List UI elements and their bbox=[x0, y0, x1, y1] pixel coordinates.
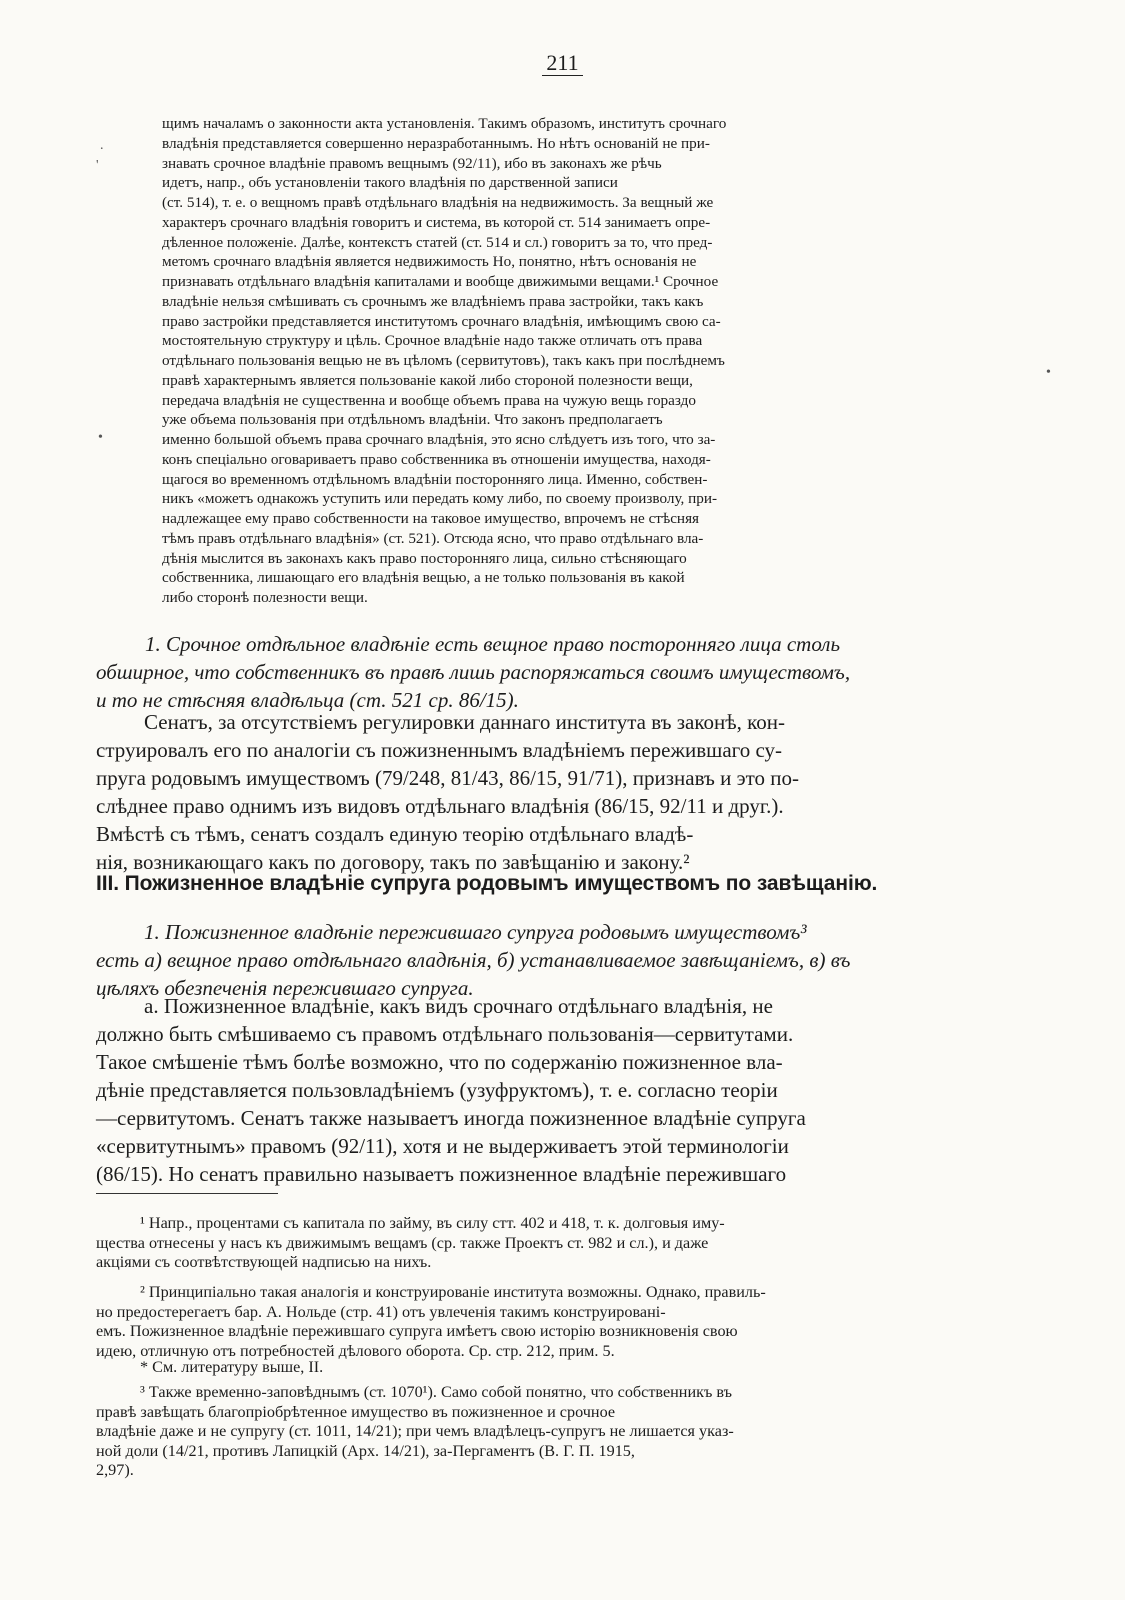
italic-thesis-paragraph bbox=[96, 630, 995, 714]
text-line: идею, отличную отъ потребностей дѣлового оборота. Ср. стр. 212, прим. 5. bbox=[96, 1341, 615, 1360]
text-line: 1. Срочное отдѣльное владѣніе есть вещное право посторонняго лица столь bbox=[145, 632, 841, 656]
footnote-star bbox=[96, 1358, 986, 1378]
text-line: дѣнія мыслится въ законахъ какъ право посторонняго лица, сильно стѣсняющаго bbox=[162, 549, 687, 567]
text-line: конъ спеціально оговариваетъ право собственника въ отношеніи имущества, находя- bbox=[162, 450, 711, 468]
text-line: надлежащее ему право собственности на таковое имущество, впрочемъ не стѣсняя bbox=[162, 510, 700, 527]
text-line: —сервитутомъ. Сенатъ также называетъ иногда пожизненное владѣніе супруга bbox=[96, 1106, 806, 1130]
text-line: тѣмъ правъ отдѣльнаго владѣнія» (ст. 521). Отсюда ясно, что право отдѣльнаго вла- bbox=[162, 529, 704, 547]
text-line: мостоятельную структуру и цѣль. Срочное владѣніе надо также отличать отъ права bbox=[162, 332, 703, 350]
text-line: дѣленное положеніе. Далѣе, контекстъ статей (ст. 514 и сл.) говоритъ за то, что пред- bbox=[162, 233, 713, 251]
point-a-paragraph bbox=[96, 992, 994, 1188]
margin-dot: . bbox=[100, 138, 104, 153]
text-line: никъ «можетъ однакожъ уступить или передать кому либо, по своему произволу, при- bbox=[162, 490, 718, 508]
text-line: Сенатъ, за отсутствіемъ регулировки даннаго института въ законѣ, кон- bbox=[144, 710, 785, 734]
text-line: дѣніе представляется пользовладѣніемъ (узуфруктомъ), т. е. согласно теоріи bbox=[96, 1078, 778, 1102]
margin-bullet: • bbox=[98, 430, 103, 445]
text-line: характеръ срочнаго владѣнія говоритъ и система, въ которой ст. 514 занимаетъ опре- bbox=[162, 213, 711, 231]
text-line: и то не стѣсняя владѣльца (ст. 521 ср. 86/15). bbox=[96, 688, 519, 712]
text-line: владѣніе даже и не супругу (ст. 1011, 14/21); при чемъ владѣлецъ-супругъ не лишается указ- bbox=[96, 1422, 734, 1440]
text-line: (86/15). Но сенатъ правильно называетъ пожизненное владѣніе пережившаго bbox=[96, 1162, 787, 1186]
text-line: (ст. 514), т. е. о вещномъ правѣ отдѣльнаго владѣнія на недвижимость. За вещный же bbox=[162, 194, 714, 211]
text-line: 2,97). bbox=[96, 1461, 134, 1479]
text-line: емъ. Пожизненное владѣніе пережившаго супруга имѣетъ свою исторію возникновенія свою bbox=[96, 1322, 738, 1340]
text-line: должно быть смѣшиваемо съ правомъ отдѣльнаго пользованія—сервитутами. bbox=[96, 1022, 794, 1046]
text-line: обширное, что собственникъ въ правѣ лишь распоряжаться своимъ имуществомъ, bbox=[96, 660, 851, 684]
text-line: «сервитутнымъ» правомъ (92/11), хотя и не выдерживаетъ этой терминологіи bbox=[96, 1134, 789, 1158]
text-line: цѣляхъ обезпеченія пережившаго супруга. bbox=[96, 976, 474, 1000]
text-line: щества отнесены у насъ къ движимымъ вещамъ (ср. также Проектъ ст. 982 и сл.), и даже bbox=[96, 1233, 709, 1252]
text-line: передача владѣнія не существенна и вообще объемъ права на чужую вещь гораздо bbox=[162, 391, 696, 409]
text-line: ² Принципіально такая аналогія и конструированіе института возможны. Однако, правиль- bbox=[140, 1283, 766, 1301]
margin-tick: ' bbox=[96, 158, 99, 173]
text-line: право застройки представляется институтомъ срочнаго владѣнія, имѣющимъ свою са- bbox=[162, 312, 721, 330]
text-line: но предостерегаетъ бар. А. Нольде (стр. 41) отъ увлеченія такимъ конструированi- bbox=[96, 1302, 666, 1321]
text-line: щимъ началамъ о законности акта установленія. Такимъ образомъ, институтъ срочнаго bbox=[162, 115, 727, 132]
footnote-2 bbox=[96, 1283, 986, 1361]
text-line: владѣніе нельзя смѣшивать съ срочнымъ же владѣніемъ права застройки, такъ какъ bbox=[162, 292, 704, 310]
text-line: либо сторонѣ полезности вещи. bbox=[162, 589, 368, 606]
page-number: 211 bbox=[0, 50, 1125, 76]
text-line: отдѣльнаго пользованія вещью не въ цѣломъ (сервитутовъ), такъ какъ при послѣднемъ bbox=[162, 352, 725, 369]
text-line: есть а) вещное право отдѣльнаго владѣнія, б) устанавливаемое завѣщаніемъ, в) въ bbox=[96, 948, 851, 972]
footnote-3 bbox=[96, 1383, 986, 1481]
text-line: идетъ, напр., объ установленіи такого владѣнія по дарственной записи bbox=[162, 174, 618, 192]
senat-paragraph bbox=[96, 708, 994, 876]
text-line: уже объема пользованія при отдѣльномъ владѣніи. Что законъ предполагаетъ bbox=[162, 411, 663, 429]
text-line: 1. Пожизненное владѣніе пережившаго супруга родовымъ имуществомъ³ bbox=[144, 920, 807, 944]
text-line: именно большой объемъ права срочнаго владѣнія, это ясно слѣдуетъ изъ того, что за- bbox=[162, 431, 716, 448]
text-line: собственника, лишающаго его владѣнія вещью, а не только пользованія въ какой bbox=[162, 569, 685, 587]
text-line: правѣ характернымъ является пользованіе какой либо стороной полезности вещи, bbox=[162, 371, 693, 389]
text-line: пруга родовымъ имуществомъ (79/248, 81/43, 86/15, 91/71), признавъ и это по- bbox=[96, 766, 799, 790]
text-line: правѣ завѣщать благопріобрѣтенное имущество въ пожизненное и срочное bbox=[96, 1402, 616, 1421]
text-line: ной доли (14/21, противъ Лапицкій (Арх. 14/21), за-Пергаментъ (В. Г. П. 1915, bbox=[96, 1441, 635, 1460]
text-line: щагося во временномъ отдѣльномъ владѣніи посторонняго лица. Именно, собствен- bbox=[162, 470, 708, 488]
section-heading: III. Пожизненное владѣніе супруга родовымъ имуществомъ по завѣщанію. bbox=[96, 872, 878, 895]
text-line: а. Пожизненное владѣніе, какъ видъ срочнаго отдѣльнаго владѣнія, не bbox=[144, 994, 773, 1018]
footnote-1 bbox=[96, 1214, 986, 1273]
text-line: Такое смѣшеніе тѣмъ болѣе возможно, что по содержанію пожизненное вла- bbox=[96, 1050, 783, 1074]
text-line: владѣнія представляется совершенно неразработаннымъ. Но нѣтъ основаній не при- bbox=[162, 134, 710, 152]
text-line: знавать срочное владѣніе правомъ вещнымъ (92/11), ибо въ законахъ же рѣчь bbox=[162, 154, 662, 172]
text-line: признавать отдѣльнаго владѣнія капиталами и вообще движимыми вещами.¹ Срочное bbox=[162, 273, 719, 290]
footnote-separator bbox=[96, 1193, 278, 1194]
text-line: нія, возникающаго какъ по договору, такъ по завѣщанію и закону.² bbox=[96, 850, 690, 874]
section-point-paragraph bbox=[96, 918, 994, 1002]
text-line: струировалъ его по аналогіи съ пожизненнымъ владѣніемъ пережившаго су- bbox=[96, 738, 783, 762]
text-line: ³ Также временно-заповѣднымъ (ст. 1070¹). Само собой понятно, что собственникъ въ bbox=[140, 1383, 733, 1401]
text-line: ¹ Напр., процентами съ капитала по займу, въ силу стт. 402 и 418, т. к. долговыя иму- bbox=[140, 1214, 725, 1232]
text-line: метомъ срочнаго владѣнія является недвижимость Но, понятно, нѣтъ основанія не bbox=[162, 253, 697, 271]
text-line: * См. литературу выше, II. bbox=[140, 1358, 324, 1376]
text-line: Вмѣстѣ съ тѣмъ, сенатъ создалъ единую теорію отдѣльнаго владѣ- bbox=[96, 822, 694, 846]
text-line: слѣднее право однимъ изъ видовъ отдѣльнаго владѣнія (86/15, 92/11 и друг.). bbox=[96, 794, 784, 818]
top-paragraph bbox=[162, 114, 992, 608]
text-line: акціями съ соотвѣтствующей надписью на нихъ. bbox=[96, 1253, 432, 1271]
margin-bullet-right: • bbox=[1046, 365, 1051, 380]
